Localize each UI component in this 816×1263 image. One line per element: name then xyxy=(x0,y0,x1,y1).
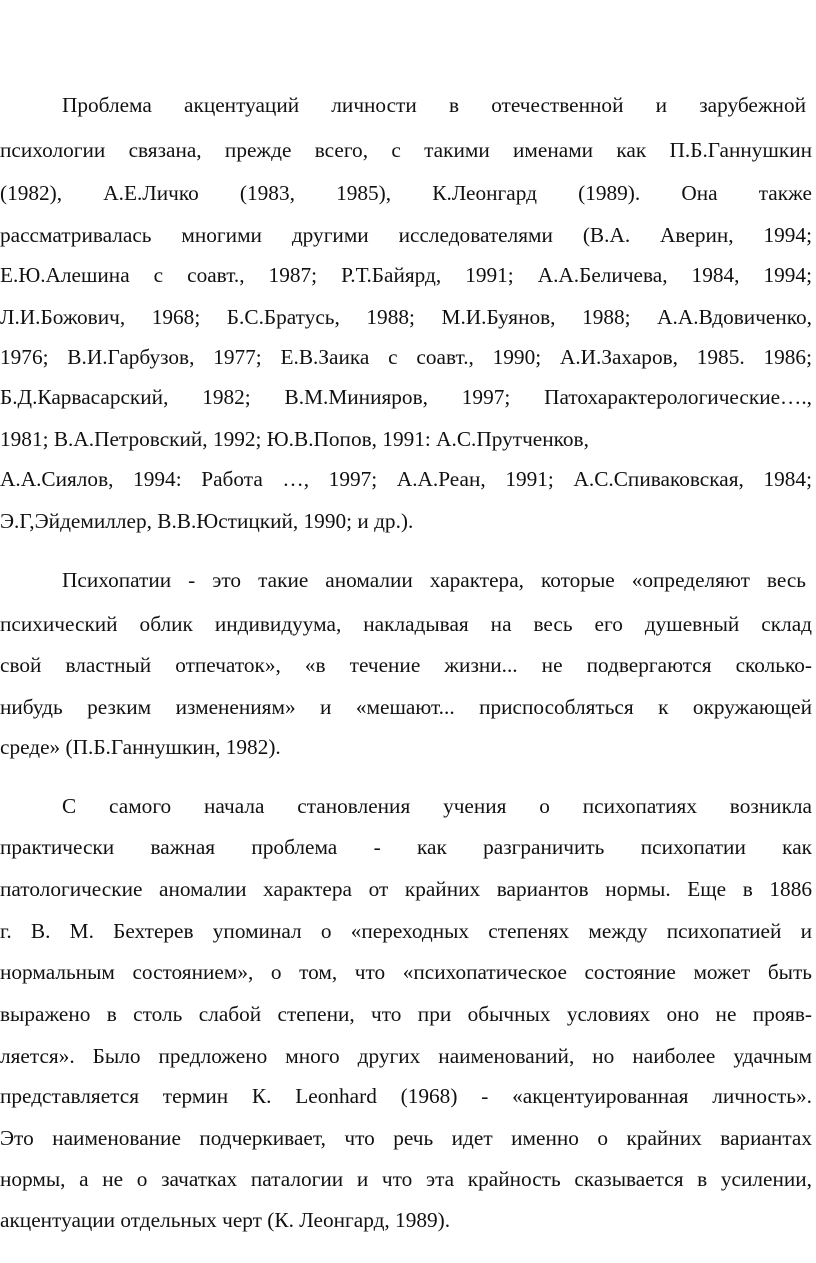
paragraph-1-line-2: психологии связана, прежде всего, с такими именами как П.Б.Ганнушкин xyxy=(0,138,812,162)
paragraph-1-line-7: 1976; В.И.Гарбузов, 1977; Е.В.Заика с соавт., 1990; А.И.Захаров, 1985. 1986; xyxy=(0,345,812,369)
paragraph-2-line-3: свой властный отпечаток», «в течение жизни... не подвергаются сколько- xyxy=(0,653,812,677)
paragraph-3-line-4: г. В. М. Бехтерев упоминал о «переходных степенях между психопатией и xyxy=(0,919,812,943)
paragraph-1-line-6: Л.И.Божович, 1968; Б.С.Братусь, 1988; М.И.Буянов, 1988; А.А.Вдовиченко, xyxy=(0,305,812,329)
paragraph-1-line-1: Проблема акцентуаций личности в отечественной и зарубежной xyxy=(62,93,806,117)
paragraph-3-line-8: представляется термин К. Leonhard (1968) - «акцентуированная личность». xyxy=(0,1084,812,1108)
paragraph-1-line-8: Б.Д.Карвасарский, 1982; В.М.Минияров, 1997; Патохарактерологические…., xyxy=(0,385,812,409)
paragraph-2-line-5: среде» (П.Б.Ганнушкин, 1982). xyxy=(0,735,281,759)
paragraph-3-line-5: нормальным состоянием», о том, что «психопатическое состояние может быть xyxy=(0,960,812,984)
paragraph-3-line-10: нормы, а не о зачатках паталогии и что эта крайность сказывается в усилении, xyxy=(0,1167,812,1191)
paragraph-3-line-1: С самого начала становления учения о психопатиях возникла xyxy=(62,794,812,818)
paragraph-3-line-7: ляется». Было предложено много других наименований, но наиболее удачным xyxy=(0,1044,812,1068)
paragraph-3-line-9: Это наименование подчеркивает, что речь идет именно о крайних вариантах xyxy=(0,1126,812,1150)
paragraph-1-line-5: Е.Ю.Алешина с соавт., 1987; Р.Т.Байярд, 1991; А.А.Беличева, 1984, 1994; xyxy=(0,263,812,287)
paragraph-3-line-2: практически важная проблема - как разграничить психопатии как xyxy=(0,835,812,859)
paragraph-1-line-9: 1981; В.А.Петровский, 1992; Ю.В.Попов, 1991: А.С.Прутченков, xyxy=(0,427,589,451)
paragraph-3-line-11: акцентуации отдельных черт (К. Леонгард, 1989). xyxy=(0,1208,451,1232)
paragraph-3-line-6: выражено в столь слабой степени, что при обычных условиях оно не прояв- xyxy=(0,1002,812,1026)
paragraph-3-line-3: патологические аномалии характера от крайних вариантов нормы. Еще в 1886 xyxy=(0,877,812,901)
paragraph-2-line-1: Психопатии - это такие аномалии характера, которые «определяют весь xyxy=(62,568,806,592)
paragraph-1-line-11: Э.Г,Эйдемиллер, В.В.Юстицкий, 1990; и др.). xyxy=(0,509,414,533)
paragraph-2-line-2: психический облик индивидуума, накладывая на весь его душевный склад xyxy=(0,612,812,636)
paragraph-1-line-3: (1982), А.Е.Личко (1983, 1985), К.Леонгард (1989). Она также xyxy=(0,181,812,205)
paragraph-1-line-10: А.А.Сиялов, 1994: Работа …, 1997; А.А.Реан, 1991; А.С.Спиваковская, 1984; xyxy=(0,467,812,491)
paragraph-1-line-4: рассматривалась многими другими исследователями (В.А. Аверин, 1994; xyxy=(0,223,812,247)
paragraph-2-line-4: нибудь резким изменениям» и «мешают... приспособляться к окружающей xyxy=(0,695,812,719)
